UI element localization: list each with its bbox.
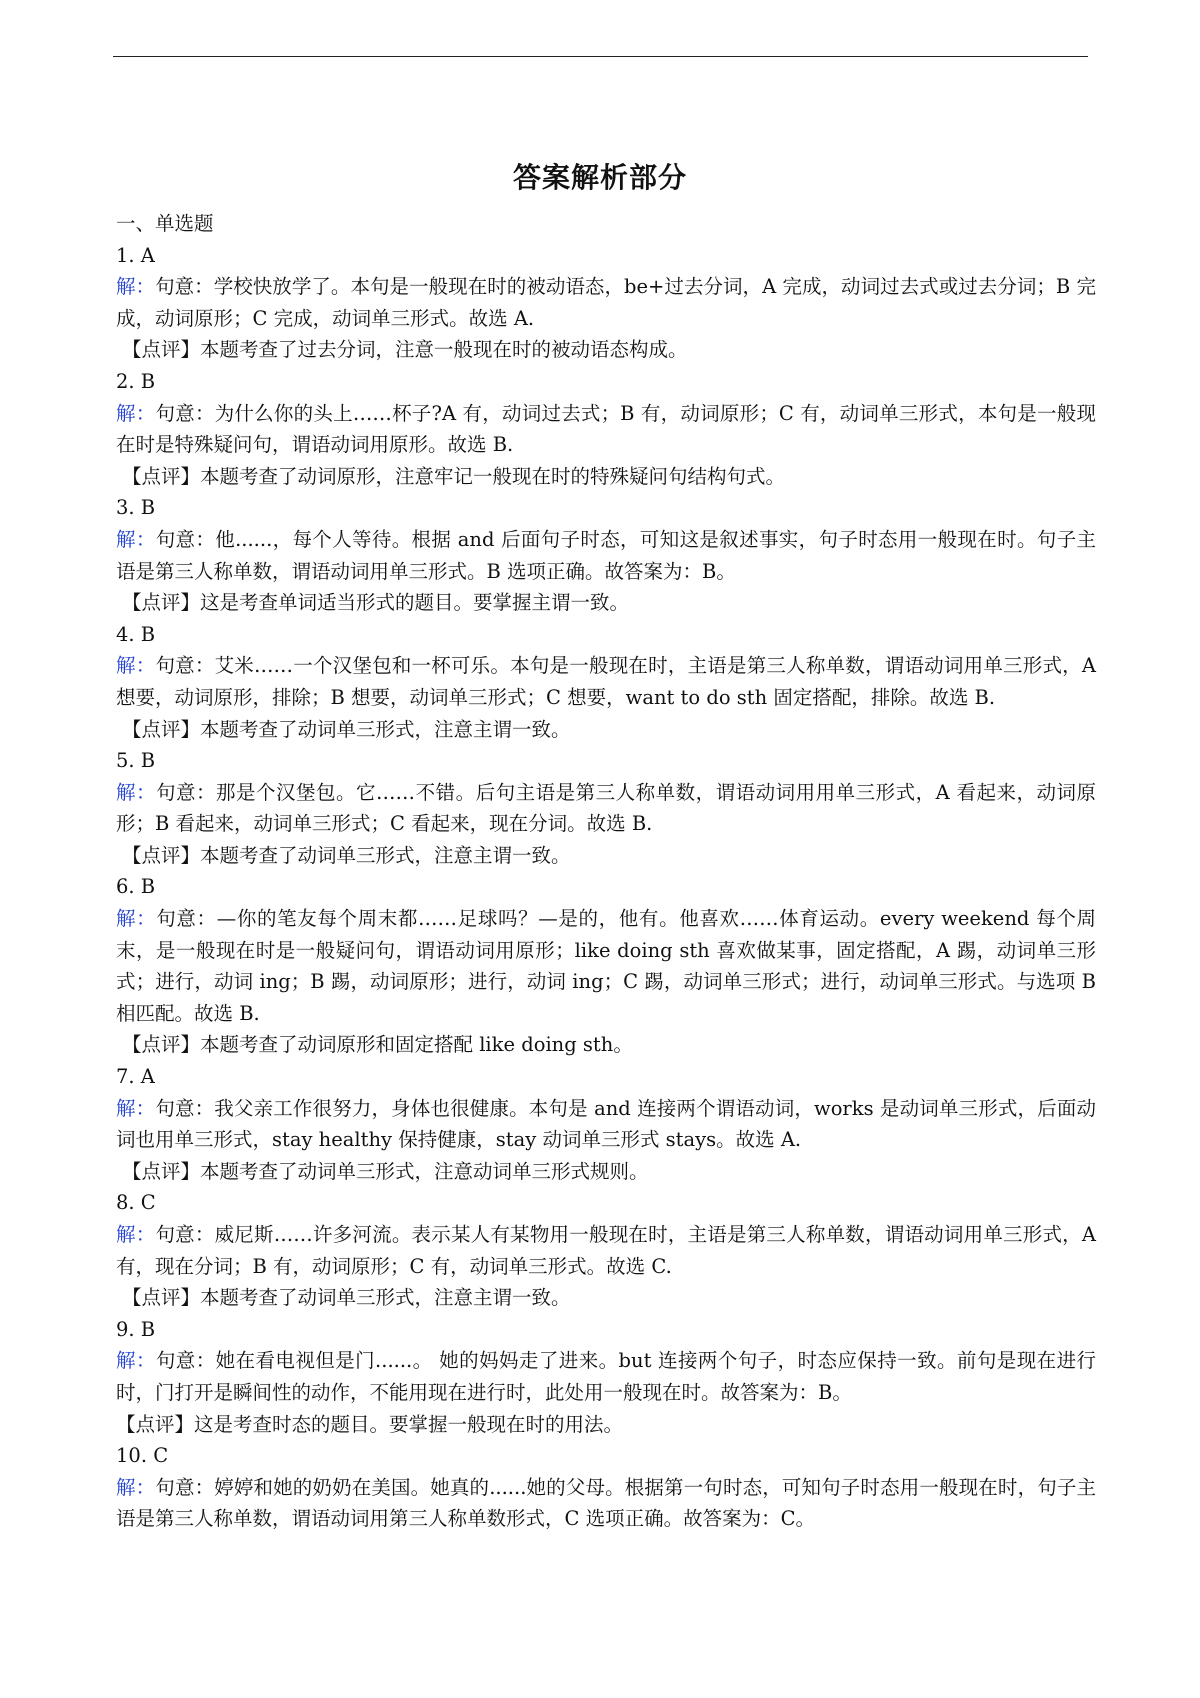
answer-explanation [116,1345,1096,1408]
answer-explanation [116,1219,1096,1282]
answer-explanation [116,1472,1096,1535]
answer-comment: 【点评】本题考查了过去分词，注意一般现在时的被动语态构成。 [122,338,688,362]
answer-number: 2. B [116,369,156,393]
answer-comment: 【点评】这是考查时态的题目。要掌握一般现在时的用法。 [116,1412,624,1436]
answer-content [116,208,1096,1535]
answer-comment: 【点评】本题考查了动词单三形式，注意主谓一致。 [122,1286,571,1310]
jie-label: 解： [116,275,156,299]
answer-explanation [116,777,1096,840]
explanation-text: 句意：艾米……一个汉堡包和一杯可乐。本句是一般现在时，主语是第三人称单数，谓语动词用单三形式，A 想要，动词原形，排除；B 想要，动词单三形式；C 想要，want to do sth 固定搭配，排除。故选 B. [116,654,1096,709]
answer-explanation [116,650,1096,713]
answer-number: 6. B [116,875,156,899]
answer-number: 4. B [116,622,156,646]
jie-label: 解： [116,1349,156,1373]
answer-explanation [116,398,1096,461]
answer-number: 1. A [116,243,155,267]
header-rule [113,56,1088,57]
explanation-text: 句意：婷婷和她的奶奶在美国。她真的......她的父母。根据第一句时态，可知句子时态用一般现在时，句子主语是第三人称单数，谓语动词用第三人称单数形式，C 选项正确。故答案为：C。 [116,1475,1096,1531]
explanation-text: 句意：为什么你的头上……杯子?A 有，动词过去式；B 有，动词原形；C 有，动词单三形式，本句是一般现在时是特殊疑问句，谓语动词用原形。故选 B. [116,401,1096,457]
answer-comment: 【点评】本题考查了动词原形和固定搭配 like doing sth。 [122,1033,633,1057]
answer-number: 3. B [116,496,156,520]
explanation-text: 句意：我父亲工作很努力，身体也很健康。本句是 and 连接两个谓语动词，works 是动词单三形式，后面动词也用单三形式，stay healthy 保持健康，stay 动词单三形式 stays。故选 A. [116,1096,1096,1152]
explanation-text: 句意：—你的笔友每个周末都……足球吗？—是的，他有。他喜欢……体育运动。every weekend 每个周末，是一般现在时是一般疑问句，谓语动词用原形；like doing sth 喜欢做某事，固定搭配，A 踢，动词单三形式；进行，动词 ing；B 踢，动词原形；进行，动词 ing；C 踢，动词单三形式；进行，动词单三形式。与选项 B 相匹配。故选 B. [116,907,1096,1025]
answer-comment: 【点评】本题考查了动词单三形式，注意动词单三形式规则。 [122,1159,649,1183]
answer-number: 9. B [116,1317,156,1341]
answer-explanation [116,271,1096,334]
answer-number: 5. B [116,749,156,773]
section-heading: 一、单选题 [116,212,214,235]
explanation-text: 句意：学校快放学了。本句是一般现在时的被动语态，be+过去分词，A 完成，动词过去式或过去分词；B 完成，动词原形；C 完成，动词单三形式。故选 A. [116,275,1096,330]
explanation-text: 句意：他......，每个人等待。根据 and 后面句子时态，可知这是叙述事实，句子时态用一般现在时。句子主语是第三人称单数，谓语动词用单三形式。B 选项正确。故答案为：B。 [116,527,1096,583]
answer-number: 7. A [116,1065,155,1089]
jie-label: 解： [116,1096,156,1120]
jie-label: 解： [116,1475,156,1499]
explanation-text: 句意：那是个汉堡包。它……不错。后句主语是第三人称单数，谓语动词用用单三形式，A 看起来，动词原形；B 看起来，动词单三形式；C 看起来，现在分词。故选 B. [116,780,1096,836]
answer-comment: 【点评】这是考查单词适当形式的题目。要掌握主谓一致。 [122,591,630,615]
answer-explanation [116,903,1096,1029]
answer-comment: 【点评】本题考查了动词单三形式，注意主谓一致。 [122,717,571,741]
page-title: 答案解析部分 [512,161,687,194]
jie-label: 解： [116,401,156,425]
jie-label: 解： [116,527,156,551]
explanation-text: 句意：威尼斯……许多河流。表示某人有某物用一般现在时，主语是第三人称单数，谓语动词用单三形式，A 有，现在分词；B 有，动词原形；C 有，动词单三形式。故选 C. [116,1223,1096,1278]
jie-label: 解： [116,907,157,931]
answer-comment: 【点评】本题考查了动词原形，注意牢记一般现在时的特殊疑问句结构句式。 [122,464,786,488]
explanation-text: 句意：她在看电视但是门......。 她的妈妈走了进来。but 连接两个句子，时态应保持一致。前句是现在进行时，门打开是瞬间性的动作，不能用现在进行时，此处用一般现在时。故答案为：B。 [116,1349,1096,1404]
jie-label: 解： [116,1223,156,1246]
jie-label: 解： [116,654,156,678]
jie-label: 解： [116,780,157,804]
answer-explanation [116,1093,1096,1156]
answer-explanation [116,524,1096,587]
answer-number: 8. C [116,1191,156,1215]
answer-number: 10. C [116,1444,169,1468]
answer-comment: 【点评】本题考查了动词单三形式，注意主谓一致。 [122,843,571,867]
